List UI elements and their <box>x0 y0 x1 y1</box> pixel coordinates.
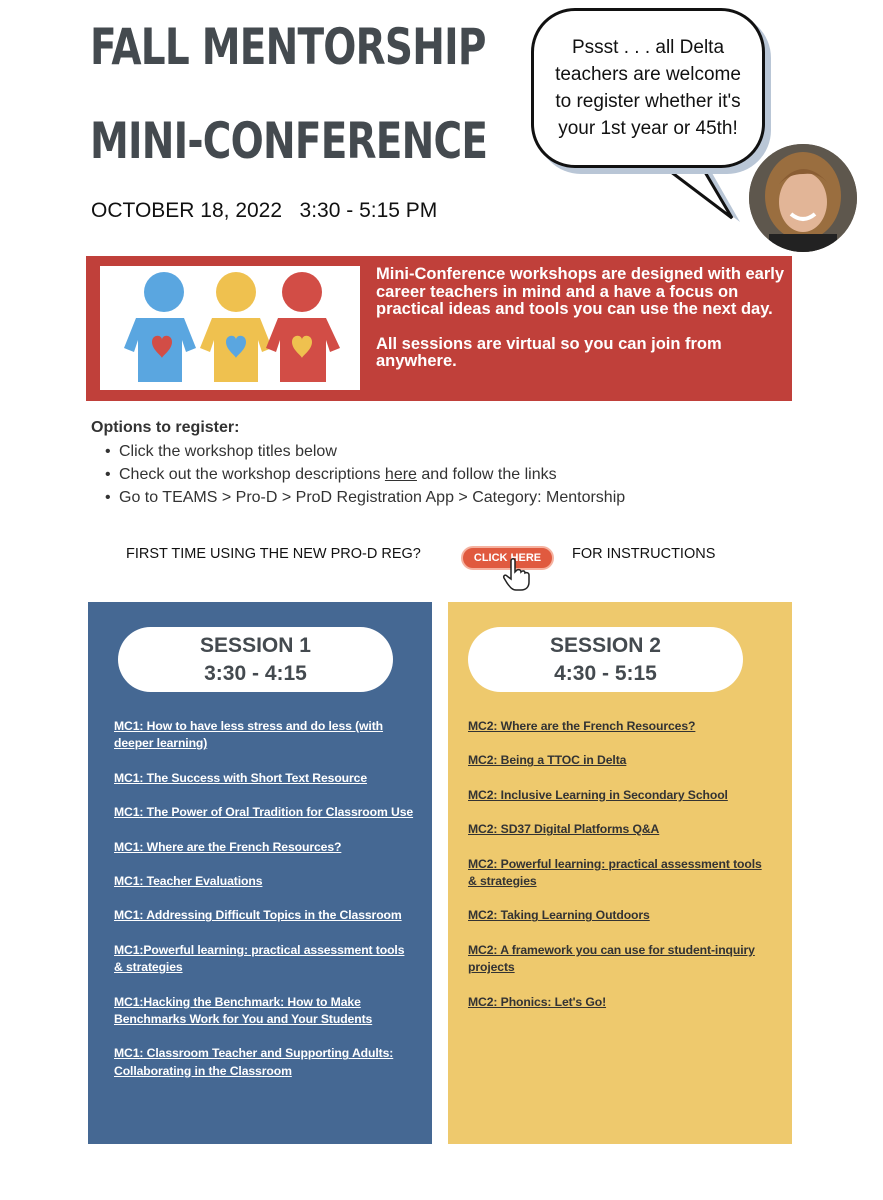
workshop-link[interactable]: MC1: How to have less stress and do less (with deeper learning) <box>114 719 384 751</box>
list-item <box>105 486 625 509</box>
workshop-link[interactable]: MC1: Where are the French Resources? <box>114 839 342 854</box>
session-1-title: SESSION 1 <box>200 634 311 657</box>
workshop-link[interactable]: MC1: Teacher Evaluations <box>114 874 263 889</box>
avatar-photo-icon <box>749 144 857 252</box>
workshop-link[interactable]: MC1: Addressing Difficult Topics in the Classroom <box>114 908 402 923</box>
registration-options <box>91 418 625 509</box>
for-instructions-label: FOR INSTRUCTIONS <box>572 546 716 562</box>
session-1-time: 3:30 - 4:15 <box>204 662 307 685</box>
speech-bubble-text: Pssst . . . all Delta teachers are welcome to register whether it's your 1st year or 45th! <box>555 37 741 139</box>
session-1-header <box>118 627 393 692</box>
option-text: Click the workshop titles below <box>119 443 337 460</box>
session-2-panel <box>448 602 792 1144</box>
option-text: and follow the links <box>416 466 557 483</box>
workshop-link[interactable]: MC2: SD37 Digital Platforms Q&A <box>468 822 660 837</box>
session-1-workshop-list <box>114 718 414 1097</box>
intro-banner <box>86 256 792 401</box>
page-title-line-1: FALL MENTORSHIP <box>90 18 486 76</box>
session-2-workshop-list <box>468 718 768 1028</box>
event-date-time: OCTOBER 18, 2022 3:30 - 5:15 PM <box>91 199 438 222</box>
workshop-link[interactable]: MC2: Phonics: Let's Go! <box>468 994 607 1009</box>
first-time-label: FIRST TIME USING THE NEW PRO-D REG? <box>126 546 421 562</box>
options-heading: Options to register: <box>91 419 240 436</box>
click-here-button[interactable]: CLICK HERE <box>461 546 554 570</box>
banner-text <box>376 266 786 371</box>
session-1-panel <box>88 602 432 1144</box>
people-hearts-icon <box>100 266 360 390</box>
workshop-link[interactable]: MC2: Inclusive Learning in Secondary School <box>468 787 728 802</box>
session-2-time: 4:30 - 5:15 <box>554 662 657 685</box>
option-text: Check out the workshop descriptions <box>119 466 385 483</box>
workshop-link[interactable]: MC1: Classroom Teacher and Supporting Adults: Collaborating in the Classroom <box>114 1046 394 1078</box>
workshop-link[interactable]: MC2: Being a TTOC in Delta <box>468 753 627 768</box>
workshop-link[interactable]: MC1:Powerful learning: practical assessment tools & strategies <box>114 942 405 975</box>
workshop-link[interactable]: MC2: Powerful learning: practical assessment tools & strategies <box>468 856 762 889</box>
list-item <box>105 440 625 463</box>
list-item <box>105 463 625 486</box>
avatar <box>749 144 857 252</box>
workshop-link[interactable]: MC2: Where are the French Resources? <box>468 719 696 733</box>
session-2-title: SESSION 2 <box>550 634 661 657</box>
workshop-link[interactable]: MC2: A framework you can use for student-inquiry projects <box>468 942 755 975</box>
workshop-link[interactable]: MC2: Taking Learning Outdoors <box>468 908 650 923</box>
page-title-line-2: MINI-CONFERENCE <box>90 112 488 170</box>
workshop-link[interactable]: MC1: The Power of Oral Tradition for Classroom Use <box>114 805 414 820</box>
options-list <box>105 440 625 509</box>
speech-bubble <box>531 8 765 168</box>
workshop-link[interactable]: MC1: The Success with Short Text Resource <box>114 770 368 785</box>
session-2-header <box>468 627 743 692</box>
people-hearts-illustration <box>100 266 360 390</box>
hand-pointer-icon <box>502 558 532 592</box>
banner-paragraph-1: Mini-Conference workshops are designed with early career teachers in mind and a have a focus on practical ideas and tools you can use the next day. <box>376 265 785 318</box>
banner-paragraph-2: All sessions are virtual so you can join from anywhere. <box>376 334 722 370</box>
option-text: Go to TEAMS > Pro-D > ProD Registration App > Category: Mentorship <box>119 489 626 506</box>
descriptions-link[interactable]: here <box>384 466 417 483</box>
workshop-link[interactable]: MC1:Hacking the Benchmark: How to Make Benchmarks Work for You and Your Students <box>114 994 373 1027</box>
